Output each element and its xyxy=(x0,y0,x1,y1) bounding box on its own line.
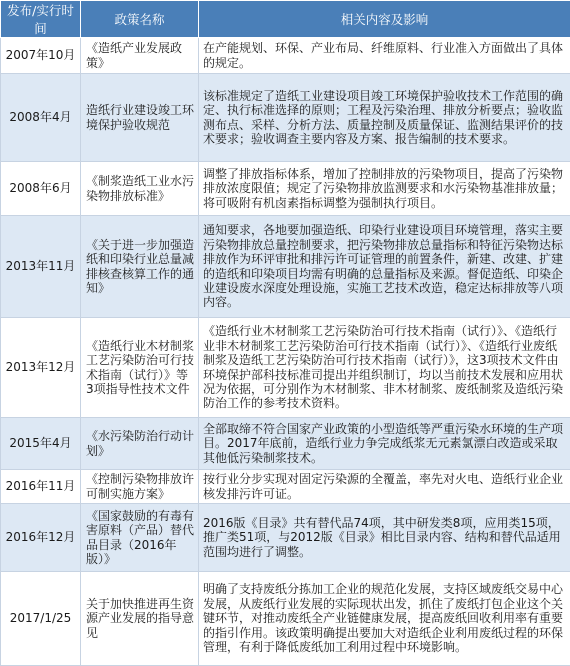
row-policy: 《制浆造纸工业水污染物排放标准》 xyxy=(81,162,199,216)
row-content: 在产能规划、环保、产业布局、纤维原料、行业准入方面做出了具体的规定。 xyxy=(199,38,570,74)
table-row xyxy=(1,38,570,74)
row-content: 调整了排放指标体系，增加了控制排放的污染物项目，提高了污染物排放浓度限值；规定了污染物排放监测要求和水污染物基准排放量；将可吸附有机卤素指标调整为强制执行项目。 xyxy=(199,162,570,216)
row-content: 该标准规定了造纸工业建设项目竣工环境保护验收技术工作范围的确定、执行标准选择的原则；工程及污染治理、排放分析要点；验收监测布点、采样、分析方法、质量控制及质量保证、监测结果评价的技术要求；验收调查主要内容及方案、报告编制的技术要求。 xyxy=(199,74,570,162)
row-policy: 造纸行业建设竣工环境保护验收规范 xyxy=(81,74,199,162)
row-date: 2013年11月 xyxy=(1,216,81,318)
row-date: 2007年10月 xyxy=(1,38,81,74)
table-row xyxy=(1,504,570,572)
row-content: 通知要求，各地要加强造纸、印染行业建设项目环境管理，落实主要污染物排放总量控制要求，把污染物排放总量指标和特征污染物达标排放作为环评审批和排污许可证管理的前置条件，新建、改建、扩建的造纸和印染项目均需有明确的总量指标及来源。督促造纸、印染企业建设废水深度处理设施，实施工艺技术改造，稳定达标排放等八项内容。 xyxy=(199,216,570,318)
row-content: 明确了支持废纸分拣加工企业的规范化发展，支持区域废纸交易中心发展，从废纸行业发展的实际现状出发，抓住了废纸打包企业这个关键环节，对推动废纸全产业链健康发展，提高废纸回收利用率有重要的指引作用。该政策明确提出要加大对造纸企业利用废纸过程的环保管理，有利于降低废纸加工利用过程中环境影响。 xyxy=(199,572,570,666)
row-date: 2016年12月 xyxy=(1,504,81,572)
row-date: 2015年4月 xyxy=(1,418,81,470)
row-content: 《造纸行业木材制浆工艺污染防治可行技术指南（试行）》、《造纸行业非木材制浆工艺污染防治可行技术指南（试行）》、《造纸行业废纸制浆及造纸工艺污染防治可行技术指南（试行）》，这3项技术文件由环境保护部科技标准司提出并组织制订，均以当前技术发展和应用状况为依据，可分别作为木材制浆、非木材制浆、废纸制浆及造纸污染防治工作的参考技术资料。 xyxy=(199,318,570,418)
table-row xyxy=(1,216,570,318)
row-policy: 《关于进一步加强造纸和印染行业总量减排核查核算工作的通知》 xyxy=(81,216,199,318)
row-date: 2017/1/25 xyxy=(1,572,81,666)
table-header-row xyxy=(1,1,570,38)
row-content: 全部取缔不符合国家产业政策的小型造纸等严重污染水环境的生产项目。2017年底前，造纸行业力争完成纸浆无元素氯漂白改造或采取其他低污染制浆技术。 xyxy=(199,418,570,470)
header-content: 相关内容及影响 xyxy=(199,1,570,38)
table-row xyxy=(1,418,570,470)
row-policy: 《国家鼓励的有毒有害原料（产品）替代品目录（2016年版）》 xyxy=(81,504,199,572)
header-policy-name: 政策名称 xyxy=(81,1,199,38)
table-row xyxy=(1,318,570,418)
table-row xyxy=(1,162,570,216)
header-date: 发布/实行时间 xyxy=(1,1,81,38)
row-policy: 《造纸行业木材制浆工艺污染防治可行技术指南（试行）》等3项指导性技术文件 xyxy=(81,318,199,418)
row-date: 2016年11月 xyxy=(1,470,81,504)
row-policy: 《控制污染物排放许可制实施方案》 xyxy=(81,470,199,504)
row-content: 按行业分步实现对固定污染源的全覆盖，率先对火电、造纸行业企业核发排污许可证。 xyxy=(199,470,570,504)
table-row xyxy=(1,74,570,162)
row-policy: 《水污染防治行动计划》 xyxy=(81,418,199,470)
row-content: 2016版《目录》共有替代品74项，其中研发类8项，应用类15项，推广类51项，与2012版《目录》相比目录内容、结构和替代品适用范围均进行了调整。 xyxy=(199,504,570,572)
row-date: 2008年4月 xyxy=(1,74,81,162)
row-date: 2013年12月 xyxy=(1,318,81,418)
table-row xyxy=(1,470,570,504)
table-row xyxy=(1,572,570,666)
row-policy: 关于加快推进再生资源产业发展的指导意见 xyxy=(81,572,199,666)
row-date: 2008年6月 xyxy=(1,162,81,216)
row-policy: 《造纸产业发展政策》 xyxy=(81,38,199,74)
